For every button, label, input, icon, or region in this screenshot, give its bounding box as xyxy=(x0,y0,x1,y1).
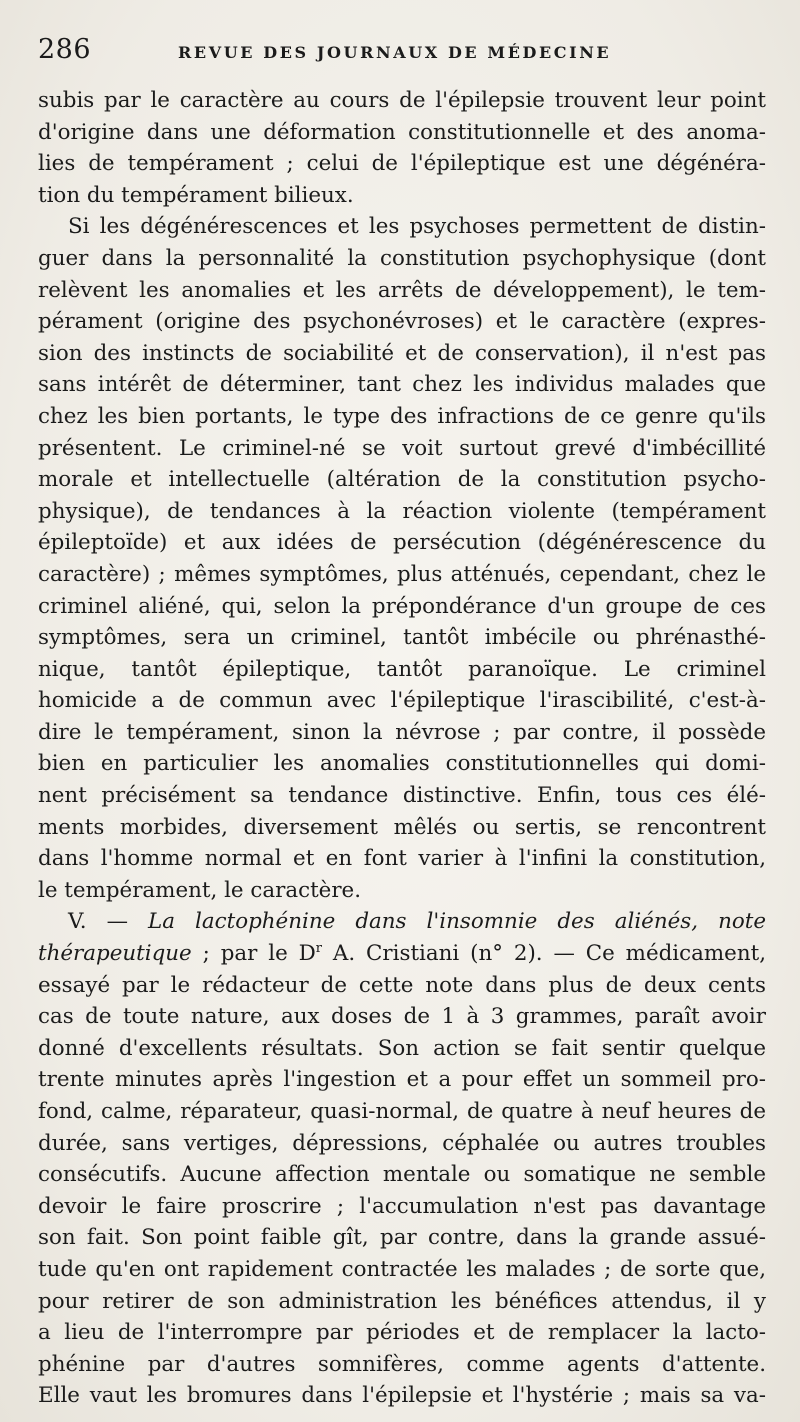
text-line: chez les bien portants, le type des infractions de ce genre qu'ils xyxy=(38,403,766,429)
text-line: devoir le faire proscrire ; l'accumulation n'est pas davantage xyxy=(38,1193,766,1219)
byline-text: ; par le D xyxy=(191,941,316,967)
text-line: a lieu de l'interrompre par périodes et de remplacer la lacto- xyxy=(38,1320,766,1346)
text-line: subis par le caractère au cours de l'épilepsie trouvent leur point xyxy=(38,88,766,113)
text-line: donné d'excellents résultats. Son action se fait sentir quelque xyxy=(38,1035,766,1061)
text-line: essayé par le rédacteur de cette note dans plus de deux cents xyxy=(38,972,766,998)
text-line: guer dans la personnalité la constitution psychophysique (dont xyxy=(38,245,766,271)
text-line: son fait. Son point faible gît, par contre, dans la grande assué- xyxy=(38,1225,766,1251)
text-line: dire le tempérament, sinon la névrose ; par contre, il possède xyxy=(38,719,766,745)
text-line: dans l'homme normal et en font varier à l'infini la constitution, xyxy=(38,846,766,872)
text-line: lies de tempérament ; celui de l'épileptique est une dégénéra- xyxy=(38,151,766,177)
text-line: morale et intellectuelle (altération de la constitution psycho- xyxy=(38,467,766,493)
page-header xyxy=(38,34,778,70)
text-line: Elle vaut les bromures dans l'épilepsie et l'hystérie ; mais sa va- xyxy=(38,1383,766,1409)
section-byline-line xyxy=(38,938,766,970)
body-text xyxy=(38,85,766,1412)
text-line: tion du tempérament bilieux. xyxy=(38,182,354,208)
text-line: homicide a de commun avec l'épileptique l'irascibilité, c'est-à- xyxy=(38,688,766,714)
text-line: durée, sans vertiges, dépressions, céphalée ou autres troubles xyxy=(38,1130,766,1156)
section-heading-line xyxy=(38,906,766,938)
text-line: nique, tantôt épileptique, tantôt paranoïque. Le criminel xyxy=(38,656,766,682)
text-line: fond, calme, réparateur, quasi-normal, de quatre à neuf heures de xyxy=(38,1099,766,1124)
running-title: REVUE DES JOURNAUX DE MÉDECINE xyxy=(178,43,612,62)
text-line: caractère) ; mêmes symptômes, plus atténués, cependant, chez le xyxy=(38,561,766,587)
doctor-superscript: r xyxy=(315,941,323,957)
section-dash: — xyxy=(106,909,128,935)
text-line: présentent. Le criminel-né se voit surtout grevé d'imbécillité xyxy=(38,435,766,461)
text-line: physique), de tendances à la réaction violente (tempérament xyxy=(38,498,766,524)
text-line: relèvent les anomalies et les arrêts de développement), le tem- xyxy=(38,277,766,303)
section-numeral: V. xyxy=(68,909,87,935)
text-line: bien en particulier les anomalies constitutionnelles qui domi- xyxy=(38,751,766,777)
text-line: d'origine dans une déformation constitutionnelle et des anoma- xyxy=(38,119,766,145)
text-line: Si les dégénérescences et les psychoses permettent de distin- xyxy=(68,214,766,240)
text-line: cas de toute nature, aux doses de 1 à 3 grammes, paraît avoir xyxy=(38,1004,766,1030)
text-line: criminel aliéné, qui, selon la prépondérance d'un groupe de ces xyxy=(38,593,766,619)
text-line: ments morbides, diversement mêlés ou sertis, se rencontrent xyxy=(38,814,766,840)
page-number: 286 xyxy=(38,34,92,65)
text-line: épileptoïde) et aux idées de persécution (dégénérescence du xyxy=(38,530,766,556)
text-line: symptômes, sera un criminel, tantôt imbécile ou phrénasthé- xyxy=(38,625,766,651)
text-line: nent précisément sa tendance distinctive. Enfin, tous ces élé- xyxy=(38,783,766,809)
text-line: sion des instincts de sociabilité et de conservation), il n'est pas xyxy=(38,340,766,366)
text-line: phénine par d'autres somnifères, comme agents d'attente. xyxy=(38,1351,766,1377)
text-line: tude qu'en ont rapidement contractée les malades ; de sorte que, xyxy=(38,1256,766,1282)
section-title-cont: thérapeutique xyxy=(38,941,192,967)
section-title: La lactophénine dans l'insomnie des aliénés, note xyxy=(148,909,767,935)
text-line: consécutifs. Aucune affection mentale ou somatique ne semble xyxy=(38,1162,766,1188)
text-line: sans intérêt de déterminer, tant chez les individus malades que xyxy=(38,372,766,398)
text-line: pérament (origine des psychonévroses) et le caractère (expres- xyxy=(38,309,766,335)
byline-text-cont: A. Cristiani (n° 2). — Ce médicament, xyxy=(322,941,766,967)
text-line: pour retirer de son administration les bénéfices attendus, il y xyxy=(38,1288,766,1314)
text-line: le tempérament, le caractère. xyxy=(38,877,362,903)
text-line: trente minutes après l'ingestion et a pour effet un sommeil pro- xyxy=(38,1067,766,1093)
